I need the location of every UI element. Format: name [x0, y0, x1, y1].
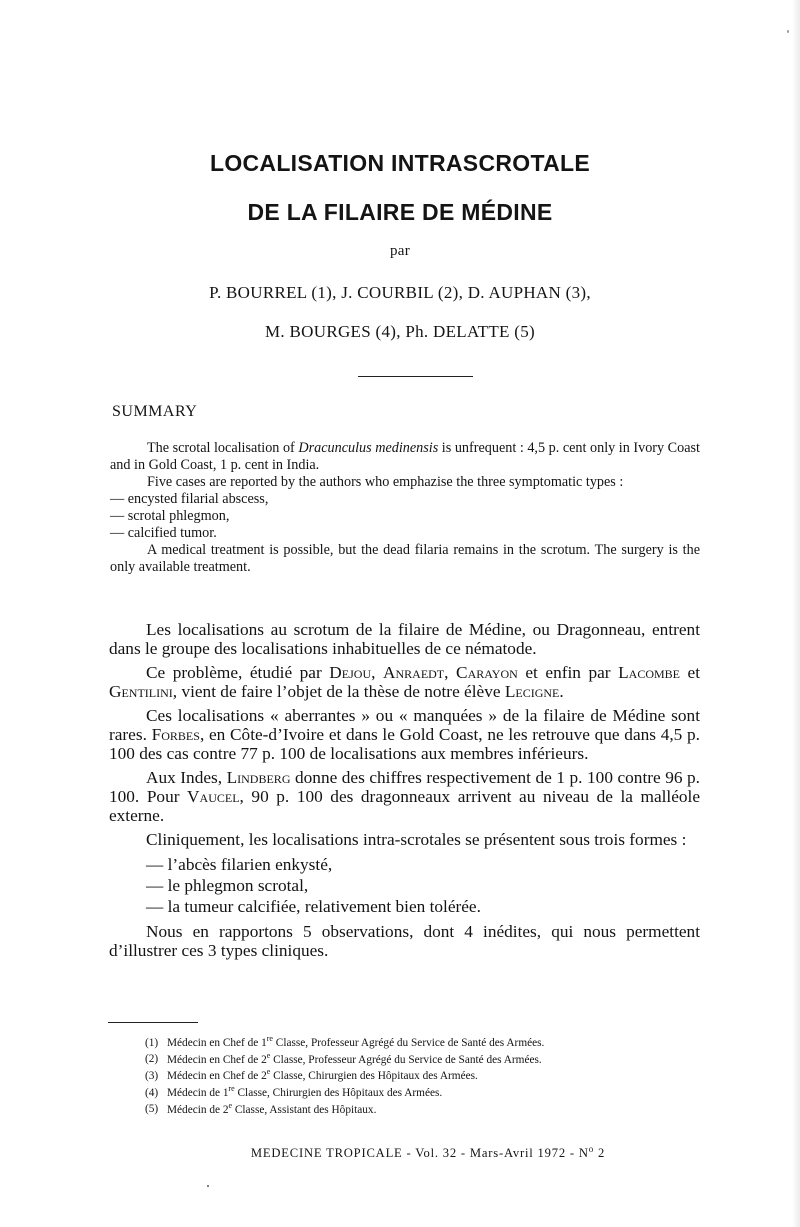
footnote-text: Médecin de 2 — [167, 1103, 229, 1116]
body-paragraph-2 — [109, 663, 700, 701]
summary-list-item: — calcified tumor. — [110, 525, 217, 541]
body-text: . — [559, 682, 564, 701]
author-name: Gentilini — [109, 682, 173, 701]
body-paragraph-6: Nous en rapportons 5 observations, dont 4 inédites, qui nous permettent d’illustrer ces 3 types cliniques. — [109, 922, 700, 960]
body-text: Aux Indes, — [146, 768, 227, 787]
body-paragraph-3 — [109, 706, 700, 763]
body-text: et — [680, 663, 701, 682]
footnote-text: Médecin en Chef de 1 — [167, 1036, 267, 1049]
body-text: et enfin par — [517, 663, 619, 682]
footnote-number: (1) — [145, 1036, 159, 1049]
author-name: Dejou — [329, 663, 372, 682]
body-text: , — [444, 663, 457, 682]
summary-list-item: — encysted filarial abscess, — [110, 491, 269, 507]
footnote — [145, 1050, 665, 1067]
footnote — [145, 1083, 665, 1100]
footnote-text: Classe, Chirurgien des Hôpitaux des Armées. — [270, 1070, 478, 1083]
summary-heading: SUMMARY — [112, 403, 198, 420]
summary-paragraph-3: A medical treatment is possible, but the dead filaria remains in the scrotum. The surgery is the only available treatment. — [110, 542, 700, 575]
clinical-form-item: — le phlegmon scrotal, — [146, 876, 309, 895]
body-text: , en Côte-d’Ivoire et dans le Gold Coast, ne les retrouve que dans 4,5 p. 100 des cas contre 77 p. 100 de localisations aux membres inférieurs. — [109, 725, 701, 763]
page-edge-shadow — [792, 0, 800, 1227]
footnote-text: Classe, Professeur Agrégé du Service de Santé des Armées. — [270, 1053, 542, 1066]
print-speck — [207, 1185, 209, 1187]
body-paragraph-1: Les localisations au scrotum de la filaire de Médine, ou Dragonneau, entrent dans le groupe des localisations inhabituelles de ce nématode. — [109, 620, 700, 658]
footnote-number: (4) — [145, 1086, 159, 1099]
summary-paragraph-1 — [110, 440, 700, 474]
footnote-superscript: e — [266, 1067, 271, 1077]
author-name: Carayon — [456, 663, 518, 682]
footnote-superscript: e — [228, 1100, 233, 1110]
author-name: Forbes — [151, 725, 200, 744]
summary-p1-text: The scrotal localisation of — [147, 440, 299, 456]
author-name: Vaucel — [187, 787, 240, 806]
byline-par: par — [389, 243, 411, 259]
article-title-line2: DE LA FILAIRE DE MÉDINE — [247, 199, 553, 225]
title-divider — [358, 376, 473, 377]
footnote-superscript: re — [228, 1084, 235, 1094]
body-text: , — [371, 663, 383, 682]
summary-p1-text-end: is unfrequent : 4,5 p. cent only in Ivory Coast and in Gold Coast, 1 p. cent in India. — [110, 440, 701, 473]
footnote-text: Classe, Professeur Agrégé du Service de Santé des Armées. — [272, 1036, 545, 1049]
footnote-number: (5) — [145, 1103, 159, 1116]
clinical-forms-list — [109, 854, 700, 917]
footnote — [145, 1066, 665, 1083]
summary-list-item: — scrotal phlegmon, — [110, 508, 230, 524]
clinical-form-item: — la tumeur calcifiée, relativement bien tolérée. — [146, 897, 481, 916]
footnote-text: Classe, Assistant des Hôpitaux. — [232, 1103, 377, 1116]
author-name: Lindberg — [226, 768, 291, 787]
article-title-line1: LOCALISATION INTRASCROTALE — [209, 150, 591, 176]
body-text: Ces localisations « aberrantes » ou « manquées » de la filaire de Médine sont rares. — [109, 706, 700, 744]
journal-issue: 2 — [594, 1146, 606, 1161]
authors-line1: P. BOURREL (1), J. COURBIL (2), D. AUPHAN (3), — [209, 283, 591, 302]
footnote-text: Médecin en Chef de 2 — [167, 1070, 267, 1083]
footnote-number: (3) — [145, 1070, 159, 1083]
article-body — [109, 620, 700, 965]
footnote — [145, 1100, 665, 1117]
author-name: Anraedt — [383, 663, 445, 682]
authors-line2: M. BOURGES (4), Ph. DELATTE (5) — [265, 322, 535, 341]
summary-paragraph-2: Five cases are reported by the authors who emphazise the three symptomatic types : — [147, 474, 624, 490]
body-text: donne des chiffres respectivement de 1 p. 100 contre 96 p. 100. Pour — [109, 768, 700, 806]
footnotes — [145, 1033, 665, 1116]
footnote — [145, 1033, 665, 1050]
journal-citation: MEDECINE TROPICALE - Vol. 32 - Mars-Avril 1972 - N — [250, 1146, 589, 1161]
body-text: , vient de faire l’objet de la thèse de notre élève — [172, 682, 505, 701]
summary-section — [110, 440, 700, 576]
body-text: Ce problème, étudié par — [146, 663, 330, 682]
body-paragraph-4 — [109, 768, 700, 825]
journal-footer — [28, 1144, 800, 1161]
clinical-form-item: — l’abcès filarien enkysté, — [146, 855, 333, 874]
body-paragraph-5: Cliniquement, les localisations intra-scrotales se présentent sous trois formes : — [146, 830, 687, 849]
journal-number-sign: o — [588, 1144, 595, 1154]
footnote-superscript: e — [266, 1050, 271, 1060]
species-name: Dracunculus medinensis — [298, 440, 439, 456]
footnote-text: Médecin en Chef de 2 — [167, 1053, 267, 1066]
author-name: Lacombe — [618, 663, 680, 682]
footnote-divider — [108, 1022, 198, 1023]
author-name: Lecigne — [504, 682, 560, 701]
footnote-number: (2) — [145, 1053, 159, 1066]
body-text: , 90 p. 100 des dragonneaux arrivent au niveau de la malléole externe. — [109, 787, 701, 825]
footnote-text: Médecin de 1 — [167, 1086, 229, 1099]
print-speck — [787, 30, 789, 33]
footnote-text: Classe, Chirurgien des Hôpitaux des Armées. — [234, 1086, 443, 1099]
footnote-superscript: re — [266, 1034, 273, 1043]
